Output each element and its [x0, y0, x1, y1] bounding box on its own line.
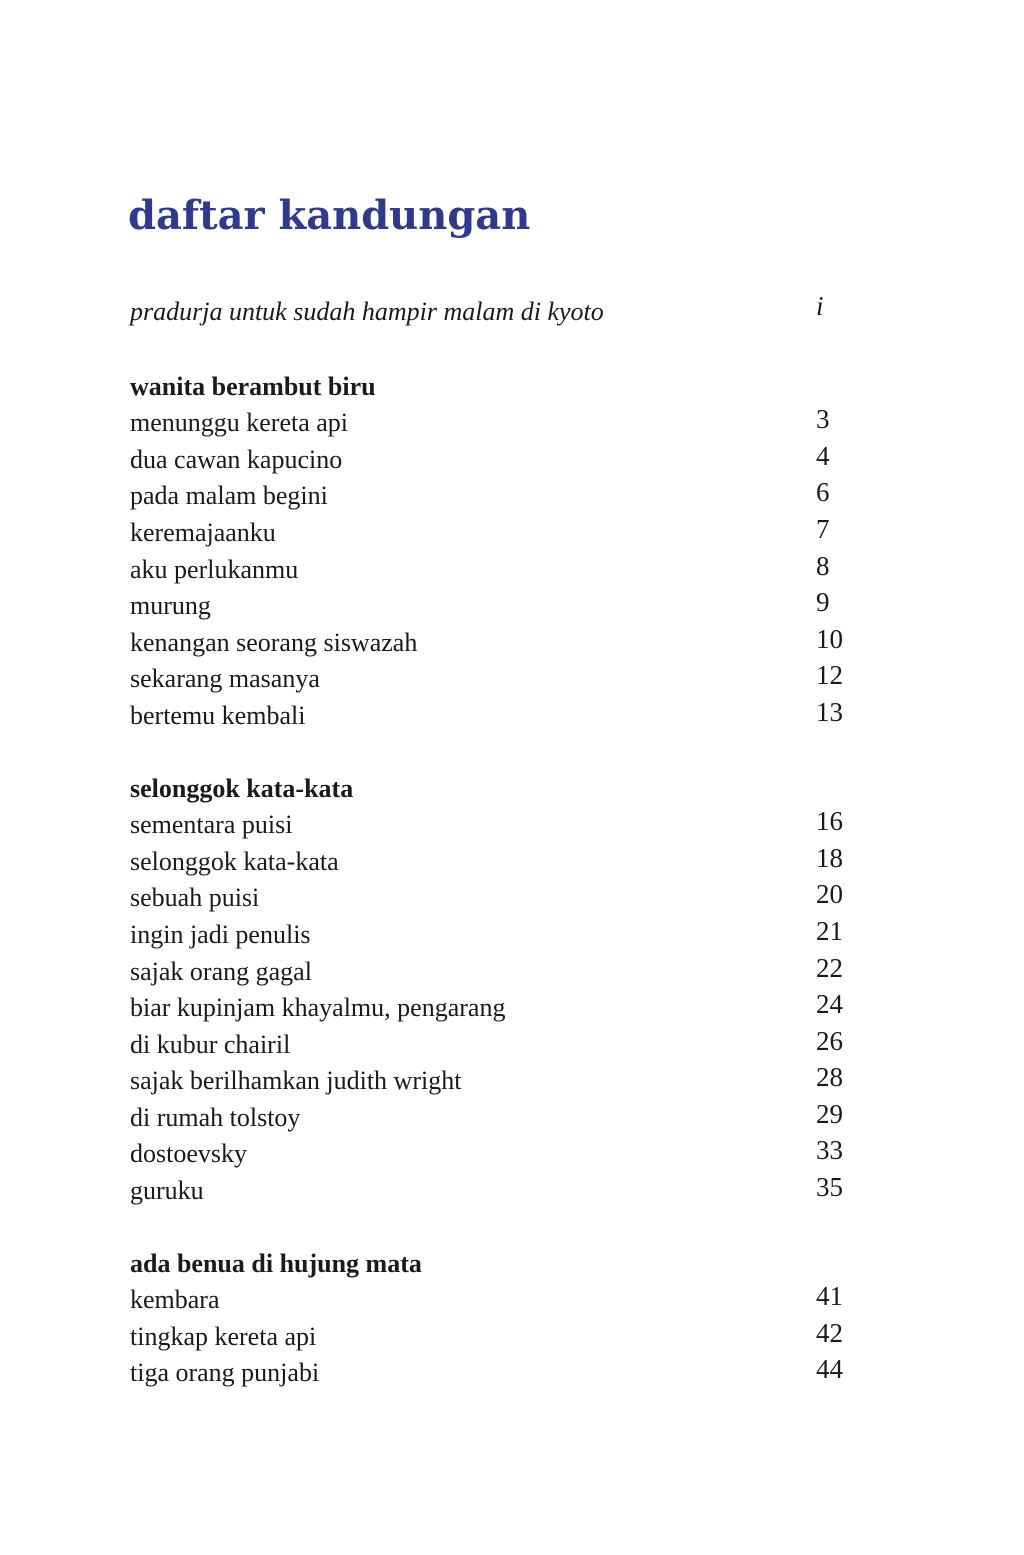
toc-entry-title: sajak orang gagal: [130, 956, 312, 986]
toc-entry-page: 42: [816, 1317, 843, 1348]
toc-entry-page: 16: [816, 806, 843, 837]
toc-entry-page: 41: [816, 1281, 843, 1312]
toc-entry-title: pradurja untuk sudah hampir malam di kyoto: [130, 297, 604, 326]
toc-entry-page: 21: [816, 915, 843, 946]
toc-entry-page: 28: [816, 1062, 843, 1093]
toc-entry: [130, 917, 850, 954]
toc-entry-title: biar kupinjam khayalmu, pengarang: [130, 993, 506, 1023]
toc-entry: [130, 1173, 850, 1210]
toc-entry-title: menunggu kereta api: [130, 408, 349, 438]
section-heading: [130, 1246, 850, 1283]
toc-entry-title: sebuah puisi: [130, 883, 260, 913]
toc-entry-page: 3: [816, 404, 830, 435]
toc-entry: [130, 625, 850, 662]
toc-entry-page: 18: [816, 842, 843, 873]
toc-entry-title: selonggok kata-kata: [130, 846, 339, 876]
toc-entry-page: 10: [816, 623, 843, 654]
toc-entry-title: murung: [130, 591, 211, 621]
toc-entry: [130, 478, 850, 515]
toc-entry: [130, 990, 850, 1027]
toc-entry-title: ingin jadi penulis: [130, 919, 311, 949]
toc-entry-title: di rumah tolstoy: [130, 1102, 301, 1132]
toc-entry: [130, 1136, 850, 1173]
toc-entry-title: keremajaanku: [130, 517, 276, 547]
toc-entry-page: 8: [816, 550, 830, 581]
toc-entry-page: 4: [816, 440, 830, 471]
toc-entry-title: aku perlukanmu: [130, 554, 299, 584]
toc-entry: [130, 844, 850, 881]
toc-entry-page: 9: [816, 587, 830, 618]
toc-entry: [130, 880, 850, 917]
toc-entry-title: di kubur chairil: [130, 1029, 291, 1059]
toc-entry: [130, 515, 850, 552]
toc-entry-title: pada malam begini: [130, 481, 328, 511]
toc-entry-title: dua cawan kapucino: [130, 444, 343, 474]
toc-entry-page: 7: [816, 513, 830, 544]
toc-entry: [130, 1319, 850, 1356]
table-of-contents: [130, 291, 850, 1392]
toc-entry: [130, 1355, 850, 1392]
toc-entry: [130, 954, 850, 991]
toc-entry-page: 33: [816, 1135, 843, 1166]
toc-entry-title: guruku: [130, 1176, 204, 1206]
toc-entry-title: sekarang masanya: [130, 664, 320, 694]
toc-entry-page: 26: [816, 1025, 843, 1056]
toc-entry: [130, 588, 850, 625]
toc-entry-page: 29: [816, 1098, 843, 1129]
toc-entry-page: 20: [816, 879, 843, 910]
section-heading: [130, 369, 850, 406]
toc-entry-page: 44: [816, 1354, 843, 1385]
toc-entry-title: dostoevsky: [130, 1139, 247, 1169]
toc-entry-title: tiga orang punjabi: [130, 1358, 320, 1388]
toc-entry-page: 6: [816, 477, 830, 508]
section-spacer: [130, 1210, 850, 1246]
toc-entry-title: bertemu kembali: [130, 700, 306, 730]
section-heading-text: ada benua di hujung mata: [130, 1248, 422, 1278]
toc-entry: [130, 1282, 850, 1319]
toc-entry-page: 35: [816, 1172, 843, 1203]
toc-entry: [130, 1100, 850, 1137]
toc-entry-page: 12: [816, 660, 843, 691]
toc-entry: [130, 405, 850, 442]
toc-entry: [130, 1063, 850, 1100]
toc-entry: [130, 1027, 850, 1064]
toc-entry-page: 24: [816, 989, 843, 1020]
toc-entry-title: tingkap kereta api: [130, 1321, 317, 1351]
toc-entry: [130, 807, 850, 844]
toc-entry-title: sajak berilhamkan judith wright: [130, 1066, 462, 1096]
toc-entry: [130, 552, 850, 589]
toc-entry-prelude: [130, 291, 850, 331]
toc-entry-page: i: [816, 291, 824, 321]
toc-entry-page: 13: [816, 696, 843, 727]
toc-entry: [130, 442, 850, 479]
toc-entry: [130, 661, 850, 698]
section-heading-text: wanita berambut biru: [130, 371, 376, 401]
toc-entry: [130, 698, 850, 735]
toc-entry-page: 22: [816, 952, 843, 983]
toc-entry-title: kembara: [130, 1285, 220, 1315]
toc-entry-title: kenangan seorang siswazah: [130, 627, 418, 657]
page-title: daftar kandungan: [128, 192, 531, 239]
section-heading: [130, 771, 850, 808]
section-spacer: [130, 735, 850, 771]
toc-entry-title: sementara puisi: [130, 810, 293, 840]
section-heading-text: selonggok kata-kata: [130, 773, 354, 803]
